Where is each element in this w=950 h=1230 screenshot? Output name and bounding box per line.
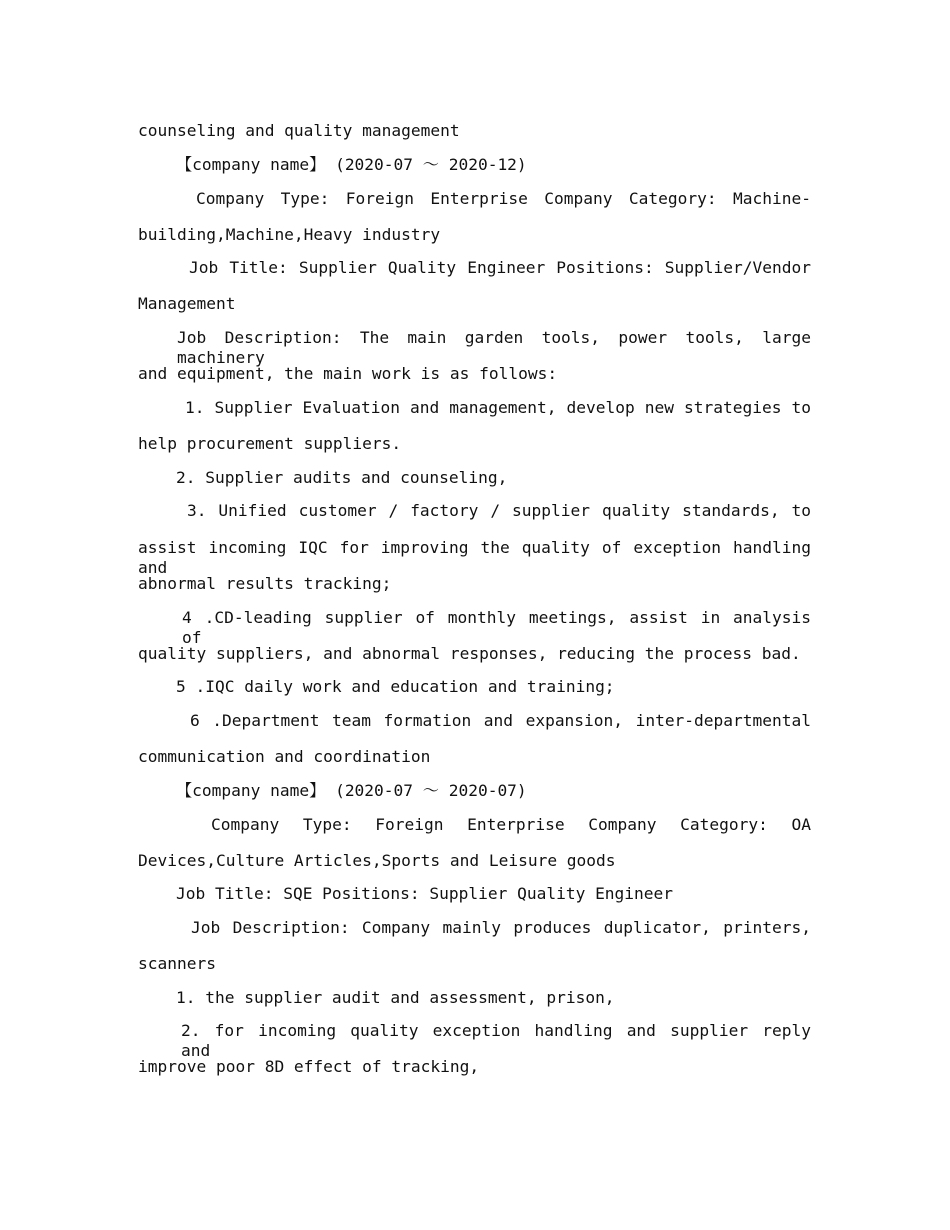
text-line: improve poor 8D effect of tracking, [138,1057,480,1076]
list-item: 3. Unified customer / factory / supplier quality standards, to [187,501,811,520]
list-item: 2. for incoming quality exception handling and supplier reply and [181,1021,811,1060]
list-item: 5 .IQC daily work and education and training; [176,677,615,696]
text-line: quality suppliers, and abnormal responses, reducing the process bad. [138,644,801,663]
text-line: abnormal results tracking; [138,574,392,593]
text-line: Management [138,294,236,313]
list-item: 1. the supplier audit and assessment, prison, [176,988,615,1007]
company-type-line: Company Type: Foreign Enterprise Company Category: OA [211,815,811,834]
text-line: and equipment, the main work is as follows: [138,364,558,383]
list-item: 6 .Department team formation and expansion, inter-departmental [190,711,811,730]
text-line: help procurement suppliers. [138,434,402,453]
job-description-line: Job Description: The main garden tools, power tools, large machinery [177,328,811,367]
text-line: building,Machine,Heavy industry [138,225,441,244]
company-type-line: Company Type: Foreign Enterprise Company Category: Machine- [196,189,811,208]
text-line: scanners [138,954,216,973]
list-item: 1. Supplier Evaluation and management, develop new strategies to [185,398,811,417]
job-title-line: Job Title: Supplier Quality Engineer Positions: Supplier/Vendor [189,258,811,277]
job-title-line: Job Title: SQE Positions: Supplier Quality Engineer [176,884,674,903]
text-line: assist incoming IQC for improving the quality of exception handling and [138,538,811,577]
list-item: 2. Supplier audits and counseling, [176,468,508,487]
company-heading: 【company name】 (2020-07 ～ 2020-07) [176,781,527,800]
text-line: Devices,Culture Articles,Sports and Leisure goods [138,851,616,870]
text-line: counseling and quality management [138,121,460,140]
company-heading: 【company name】 (2020-07 ～ 2020-12) [176,155,527,174]
text-line: communication and coordination [138,747,431,766]
list-item: 4 .CD-leading supplier of monthly meetings, assist in analysis of [182,608,811,647]
job-description-line: Job Description: Company mainly produces duplicator, printers, [191,918,811,937]
